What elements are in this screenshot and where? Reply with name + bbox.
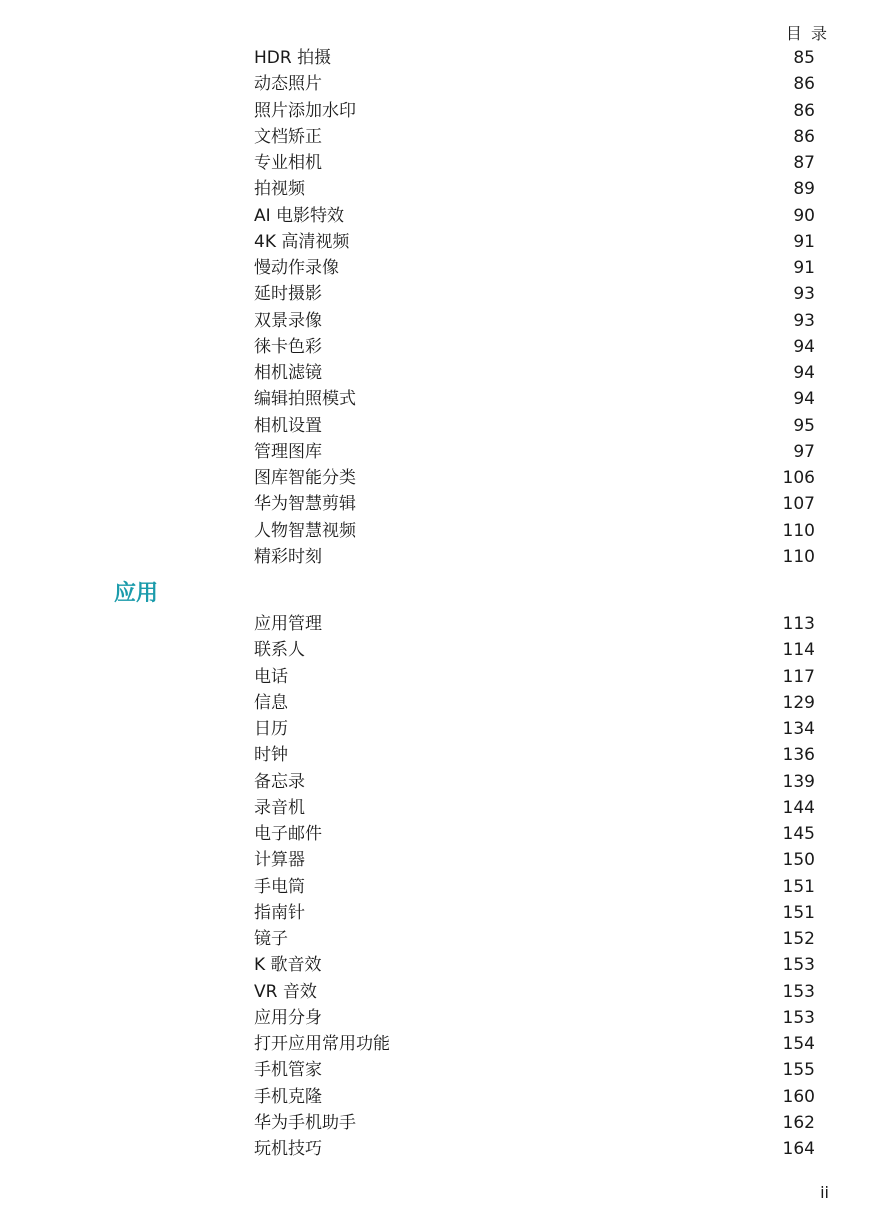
toc-entry-title: 慢动作录像 [254,258,339,279]
toc-entry-page: 94 [793,363,815,384]
toc-entry[interactable] [254,150,815,176]
toc-entry-title: 图库智能分类 [254,468,356,489]
toc-entry-title: 打开应用常用功能 [254,1034,390,1055]
toc-entry-page: 95 [793,415,815,436]
toc-entry-title: HDR 拍摄 [254,48,332,69]
toc-entry[interactable] [254,98,815,124]
toc-entry-page: 153 [782,955,815,976]
toc-entry[interactable] [254,1031,815,1057]
page-number: ii [820,1183,829,1202]
toc-entry[interactable] [254,742,815,768]
toc-entry-title: 计算器 [254,850,305,871]
toc-entry-title: 徕卡色彩 [254,336,322,357]
toc-entry-title: 相机滤镜 [254,363,322,384]
toc-entry-page: 155 [782,1060,815,1081]
toc-entry-page: 113 [782,614,815,635]
toc-entry-title: 手机克隆 [254,1086,322,1107]
toc-entry-page: 107 [782,494,815,515]
toc-entry-page: 94 [793,336,815,357]
toc-entry[interactable] [254,439,815,465]
toc-entry-title: 延时摄影 [254,284,322,305]
toc-entry-title: 指南针 [254,902,305,923]
toc-entry-page: 89 [793,179,815,200]
toc-entry-title: 联系人 [254,640,305,661]
toc-entry-page: 97 [793,441,815,462]
toc-entry-title: 华为手机助手 [254,1112,356,1133]
toc-entry[interactable] [254,308,815,334]
toc-entry[interactable] [254,176,815,202]
toc-entry-page: 136 [782,745,815,766]
toc-entry[interactable] [254,413,815,439]
toc-entry[interactable] [254,664,815,690]
toc-entry-title: 精彩时刻 [254,546,322,567]
toc-entry[interactable] [254,716,815,742]
toc-entry[interactable] [254,795,815,821]
toc-entry[interactable] [254,1084,815,1110]
toc-entry[interactable] [254,281,815,307]
toc-entry-page: 93 [793,310,815,331]
toc-entry[interactable] [254,334,815,360]
toc-entry-title: 编辑拍照模式 [254,389,356,410]
toc-entry[interactable] [254,229,815,255]
toc-entry-title: 双景录像 [254,310,322,331]
toc-entry-page: 151 [782,902,815,923]
toc-entry-page: 160 [782,1086,815,1107]
toc-entry[interactable] [254,518,815,544]
toc-entry-title: AI 电影特效 [254,205,345,226]
toc-entry[interactable] [254,979,815,1005]
toc-entry-page: 91 [793,258,815,279]
toc-entry-title: 日历 [254,719,288,740]
toc-entry[interactable] [254,847,815,873]
toc-entry[interactable] [254,360,815,386]
toc-entry-page: 91 [793,231,815,252]
toc-entry[interactable] [254,465,815,491]
toc-entry-page: 152 [782,929,815,950]
toc-entry[interactable] [254,1057,815,1083]
toc-entry-title: 专业相机 [254,153,322,174]
toc-entry-page: 93 [793,284,815,305]
toc-entry-page: 144 [782,797,815,818]
toc-entry[interactable] [254,821,815,847]
toc-list-continued [254,45,815,570]
toc-entry-page: 164 [782,1139,815,1160]
toc-entry-page: 117 [782,666,815,687]
toc-entry-title: 信息 [254,692,288,713]
toc-entry-page: 86 [793,74,815,95]
toc-entry[interactable] [254,1005,815,1031]
section-heading-apps: 应用 [114,581,159,606]
toc-entry-page: 86 [793,100,815,121]
toc-entry[interactable] [254,203,815,229]
toc-entry[interactable] [254,874,815,900]
toc-entry[interactable] [254,45,815,71]
toc-entry[interactable] [254,255,815,281]
toc-entry-page: 139 [782,771,815,792]
toc-entry[interactable] [254,900,815,926]
toc-entry-title: 镜子 [254,929,288,950]
toc-entry-title: 备忘录 [254,771,305,792]
toc-entry-title: 人物智慧视频 [254,520,356,541]
toc-entry-page: 153 [782,981,815,1002]
toc-entry-page: 150 [782,850,815,871]
toc-entry-page: 90 [793,205,815,226]
toc-entry-title: K 歌音效 [254,955,322,976]
toc-list-apps [254,611,815,1162]
toc-entry[interactable] [254,71,815,97]
toc-entry[interactable] [254,769,815,795]
toc-header-label: 目 录 [785,24,829,43]
toc-entry-title: 录音机 [254,797,305,818]
toc-entry-page: 134 [782,719,815,740]
toc-entry-page: 94 [793,389,815,410]
toc-entry[interactable] [254,1110,815,1136]
toc-entry-title: 4K 高清视频 [254,231,350,252]
toc-entry-page: 145 [782,824,815,845]
toc-entry-title: 华为智慧剪辑 [254,494,356,515]
toc-entry-page: 129 [782,692,815,713]
toc-entry[interactable] [254,637,815,663]
toc-entry-title: 应用分身 [254,1007,322,1028]
toc-entry-title: 电话 [254,666,288,687]
toc-entry-title: 管理图库 [254,441,322,462]
toc-entry[interactable] [254,690,815,716]
toc-entry-title: 相机设置 [254,415,322,436]
toc-entry-page: 162 [782,1112,815,1133]
toc-entry-title: 手电筒 [254,876,305,897]
toc-entry[interactable] [254,952,815,978]
toc-entry-page: 86 [793,126,815,147]
toc-entry-title: 手机管家 [254,1060,322,1081]
toc-entry-title: 照片添加水印 [254,100,356,121]
toc-entry[interactable] [254,1136,815,1162]
toc-entry-page: 110 [782,520,815,541]
toc-entry-title: 动态照片 [254,74,322,95]
toc-entry[interactable] [254,544,815,570]
toc-entry-page: 87 [793,153,815,174]
toc-entry[interactable] [254,491,815,517]
toc-entry-title: 文档矫正 [254,126,322,147]
toc-entry[interactable] [254,386,815,412]
toc-entry[interactable] [254,124,815,150]
toc-entry-page: 153 [782,1007,815,1028]
toc-entry-page: 114 [782,640,815,661]
toc-entry-page: 110 [782,546,815,567]
toc-entry-title: 应用管理 [254,614,322,635]
toc-entry-title: 电子邮件 [254,824,322,845]
toc-entry-title: 玩机技巧 [254,1139,322,1160]
toc-entry-page: 154 [782,1034,815,1055]
toc-entry-title: VR 音效 [254,981,317,1002]
toc-entry[interactable] [254,611,815,637]
toc-entry-page: 106 [782,468,815,489]
toc-entry-page: 85 [793,48,815,69]
toc-entry[interactable] [254,926,815,952]
toc-entry-page: 151 [782,876,815,897]
toc-entry-title: 拍视频 [254,179,305,200]
toc-entry-title: 时钟 [254,745,288,766]
